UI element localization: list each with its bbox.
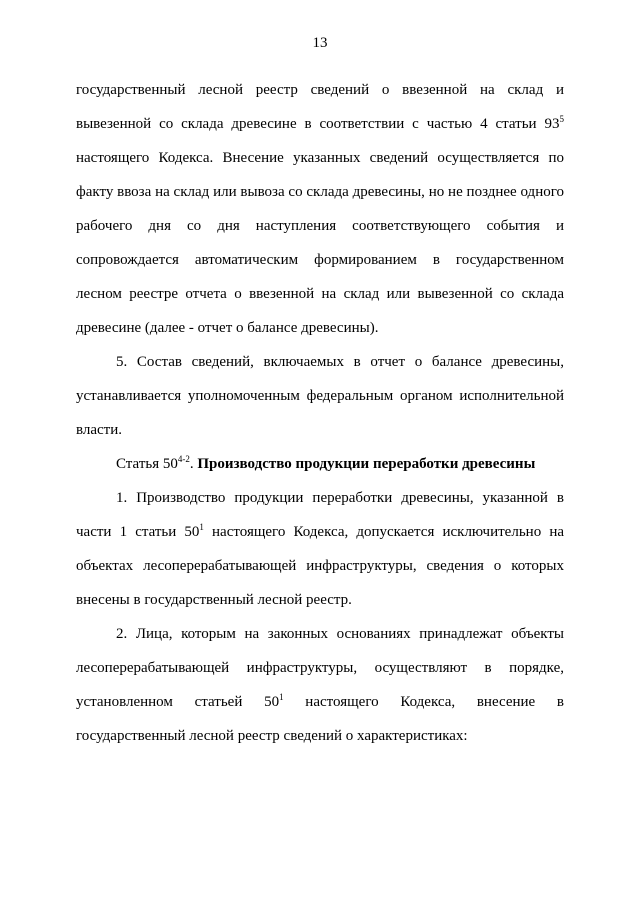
paragraph-item-1 [76,481,564,617]
document-body [76,73,564,753]
superscript: 1 [199,522,204,532]
paragraph-text: настоящего Кодекса. Внесение указанных сведений осуществляется по факту ввоза на склад или вывоза со склада древесины, но не позднее одного рабочего дня со дня наступления соответствующего события и сопровождается автоматическим формированием в государственном лесном реестре отчета о ввезенной на склад или вывезенной со склада древесине (далее - отчет о балансе древесины). [76,150,564,336]
paragraph-text: 1. Производство продукции переработки древесины, указанной в части 1 статьи 50 [76,490,564,540]
paragraph-continuation [76,73,564,345]
article-heading [76,447,564,481]
paragraph-text: государственный лесной реестр сведений о ввезенной на склад и вывезенной со склада древесине в соответствии с частью 4 статьи 93 [76,82,564,132]
article-separator: . [189,456,198,472]
paragraph-item-5 [76,345,564,447]
paragraph-text: настоящего Кодекса, внесение в государственный лесной реестр сведений о характеристиках: [76,694,564,744]
paragraph-text: 2. Лица, которым на законных основаниях принадлежат объекты лесоперерабатывающей инфраструктуры, осуществляют в порядке, установленном статьей 50 [76,626,564,710]
article-number-superscript: 4-2 [177,454,190,464]
article-title: Производство продукции переработки древесины [197,456,536,472]
page-number: 13 [312,35,328,51]
paragraph-text: настоящего Кодекса, допускается исключительно на объектах лесоперерабатывающей инфраструктуры, сведения о которых внесены в государственный лесной реестр. [76,524,565,608]
article-number: Статья 50 [116,456,178,472]
paragraph-text: 5. Состав сведений, включаемых в отчет о балансе древесины, устанавливается уполномоченным федеральным органом исполнительной власти. [76,354,564,438]
superscript: 5 [559,114,564,124]
paragraph-item-2 [76,617,564,753]
superscript: 1 [279,692,284,702]
